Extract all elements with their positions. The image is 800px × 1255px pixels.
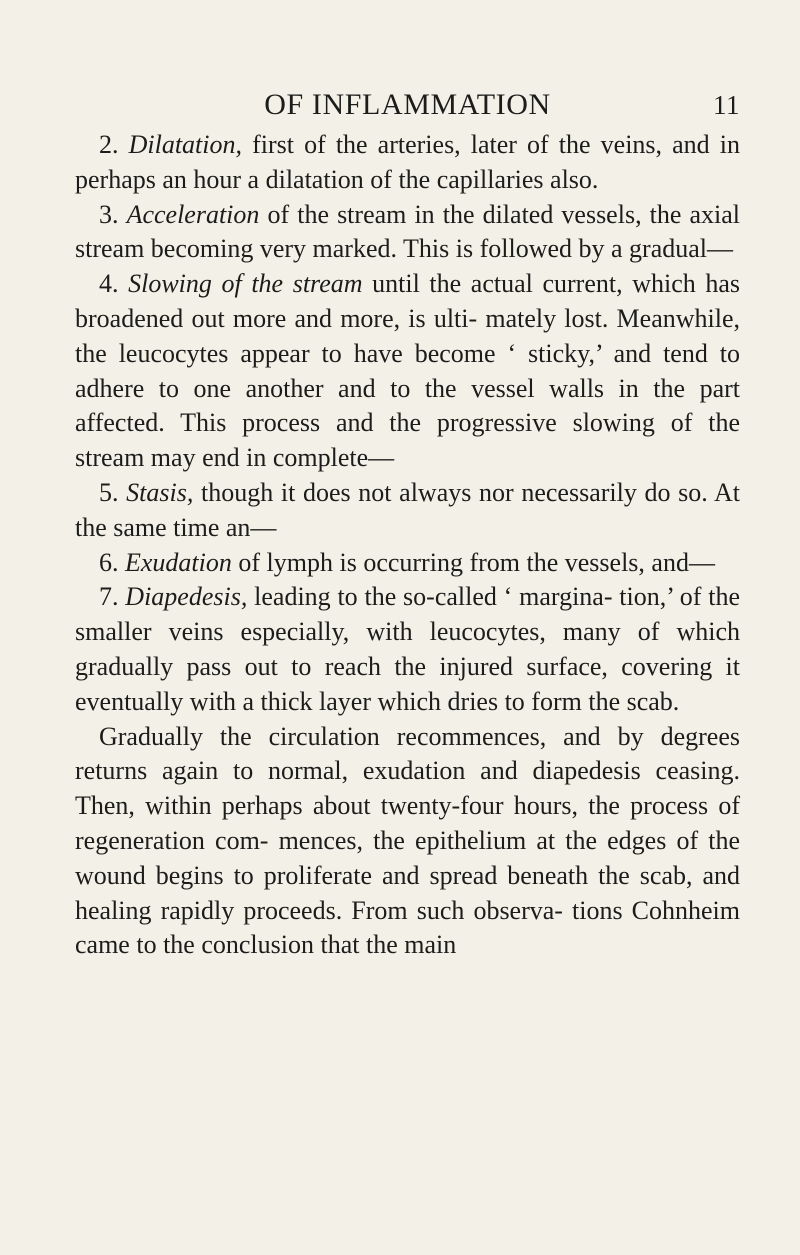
item-text: of lymph is occurring from the vessels, and— <box>238 547 715 577</box>
item-number: 2. <box>99 130 119 159</box>
running-head: OF INFLAMMATION <box>264 88 551 121</box>
list-item-slowing <box>75 267 740 476</box>
item-text: leading to the so-called ‘ margina- tion,’ of the smaller veins especially, with leucocytes, many of which gradually pass out to reach the injured surface, covering it eventually with a thick layer which dries to form the scab. <box>75 582 740 716</box>
item-number: 5. <box>99 477 119 507</box>
closing-paragraph: Gradually the circulation recommences, and by degrees returns again to normal, exudation and diapedesis ceasing. Then, within perhaps about twenty-four hours, the process of regeneration com- mences, the epithelium at the edges of the wound begins to proliferate and spread beneath the scab, and healing rapidly proceeds. From such observa- tions Cohnheim came to the conclusion that the main <box>75 721 740 960</box>
list-item-stasis <box>75 476 740 546</box>
list-item-dilatation <box>75 128 740 198</box>
item-term: Acceleration <box>126 199 260 229</box>
page-header <box>75 0 740 128</box>
item-term: Slowing of the stream <box>128 269 363 299</box>
book-page <box>75 0 740 963</box>
item-number: 7. <box>99 582 119 612</box>
item-number: 6. <box>99 547 119 577</box>
item-term: Stasis, <box>126 477 194 507</box>
item-text: first of the arteries, later of the veins, and in perhaps an hour a dilatation of the capillaries also. <box>75 130 740 194</box>
page-number: 11 <box>713 90 740 120</box>
item-term: Diapedesis, <box>125 582 248 612</box>
item-text: though it does not always nor necessarily do so. At the same time an— <box>75 477 740 542</box>
body-text <box>75 128 740 963</box>
item-number: 4. <box>99 269 119 299</box>
list-item-acceleration <box>75 198 740 268</box>
item-number: 3. <box>99 199 119 229</box>
list-item-diapedesis <box>75 580 740 719</box>
item-term: Dilatation, <box>128 130 242 159</box>
item-term: Exudation <box>125 547 232 577</box>
list-item-exudation <box>75 546 740 581</box>
item-text: of the stream in the dilated vessels, the axial stream becoming very marked. This is followed by a gradual— <box>75 199 741 264</box>
item-text: until the actual current, which has broadened out more and more, is ulti- mately lost. Meanwhile, the leucocytes appear to have become ‘ sticky,’ and tend to adhere to one another and to the vessel walls in the part affected. This process and the progressive slowing of the stream may end in complete— <box>75 269 741 473</box>
